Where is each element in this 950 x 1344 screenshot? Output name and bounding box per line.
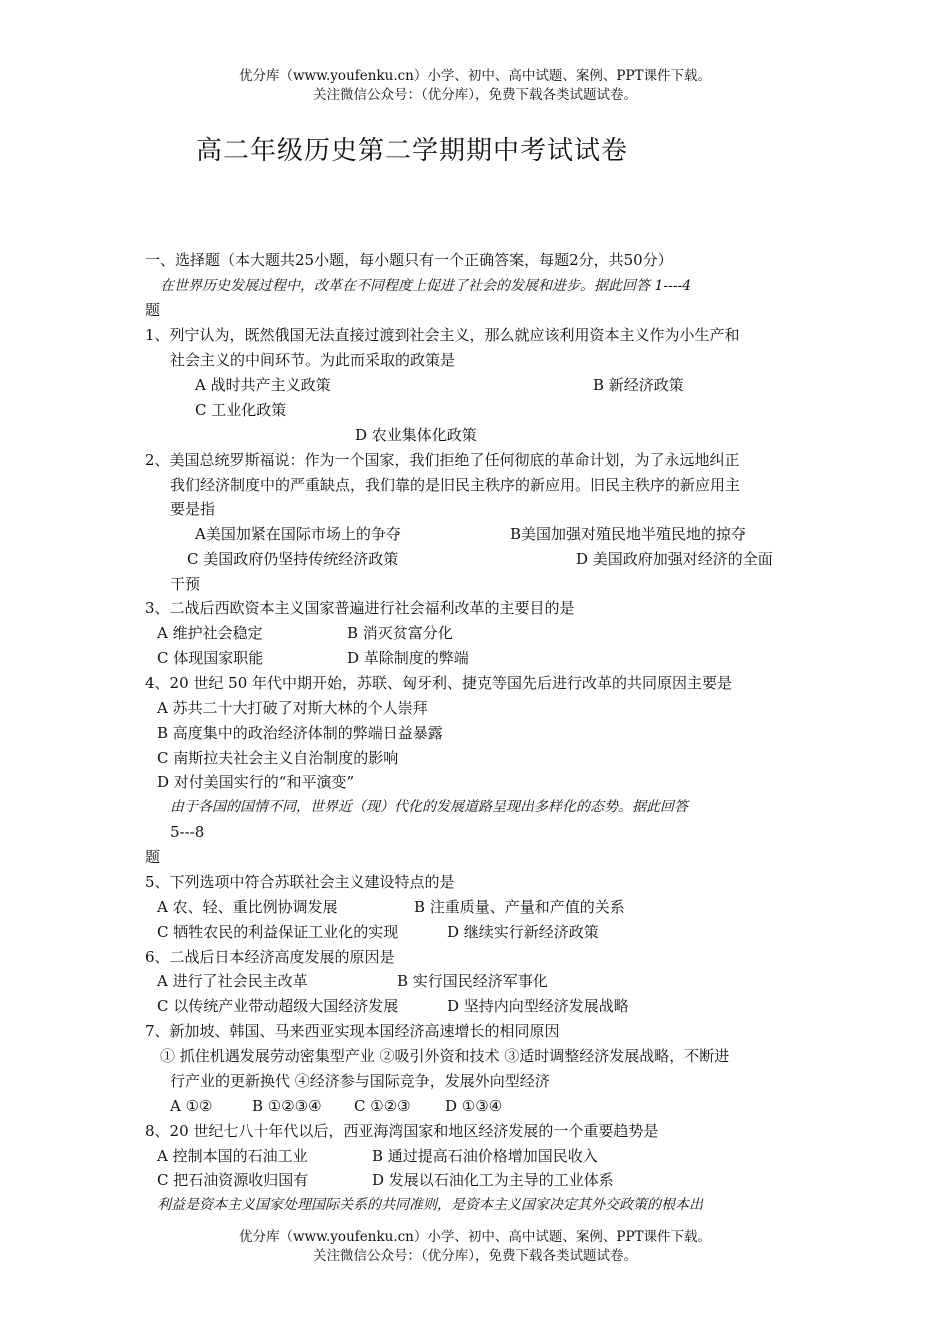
- q5-stem: 5、下列选项中符合苏联社会主义建设特点的是: [145, 873, 455, 891]
- q2-option-a: A美国加紧在国际市场上的争夺: [195, 525, 401, 543]
- q6-option-b: B 实行国民经济军事化: [397, 972, 548, 990]
- q6-option-d: D 坚持内向型经济发展战略: [447, 997, 629, 1015]
- q6-stem: 6、二战后日本经济高度发展的原因是: [145, 948, 395, 966]
- q1-stem-line-2: 社会主义的中间环节。为此而采取的政策是: [170, 351, 456, 369]
- q7-option-d: D ①③④: [445, 1097, 503, 1115]
- q2-stem-line-2: 我们经济制度中的严重缺点，我们靠的是旧民主秩序的新应用。旧民主秩序的新应用主: [170, 476, 741, 494]
- header-line-1: 优分库（www.youfenku.cn）小学、初中、高中试题、案例、PPT课件下载。: [238, 68, 712, 84]
- q2-option-d-cont: 干预: [170, 575, 201, 593]
- q1-option-d: D 农业集体化政策: [355, 426, 477, 444]
- q1-stem-line-1: 1、列宁认为，既然俄国无法直接过渡到社会主义，那么就应该利用资本主义作为小生产和: [145, 326, 740, 344]
- intro-1-line-2: 题: [145, 301, 161, 319]
- q8-option-a: A 控制本国的石油工业: [157, 1147, 308, 1165]
- header-line-2: 关注微信公众号：（优分库），免费下载各类试题试卷。: [313, 87, 637, 103]
- q4-option-d: D 对付美国实行的“和平演变”: [157, 773, 355, 791]
- q5-option-c: C 牺牲农民的利益保证工业化的实现: [157, 923, 399, 941]
- q3-stem: 3、二战后西欧资本主义国家普遍进行社会福利改革的主要目的是: [145, 599, 575, 617]
- q4-option-a: A 苏共二十大打破了对斯大林的个人崇拜: [157, 699, 428, 717]
- q2-option-b: B美国加强对殖民地半殖民地的掠夺: [510, 525, 747, 543]
- q7-statements-line-1: ① 抓住机遇发展劳动密集型产业 ②吸引外资和技术 ③适时调整经济发展战略，不断进: [160, 1047, 730, 1065]
- footer-line-2: 关注微信公众号：（优分库），免费下载各类试题试卷。: [313, 1248, 637, 1264]
- q6-option-c: C 以传统产业带动超级大国经济发展: [157, 997, 399, 1015]
- q4-option-b: B 高度集中的政治经济体制的弊端日益暴露: [157, 724, 443, 742]
- q3-option-d: D 革除制度的弊端: [347, 649, 469, 667]
- q4-stem: 4、20 世纪 50 年代中期开始，苏联、匈牙利、捷克等国先后进行改革的共同原因主要是: [145, 674, 733, 692]
- q1-option-c: C 工业化政策: [195, 401, 287, 419]
- q7-stem: 7、新加坡、韩国、马来西亚实现本国经济高速增长的相同原因: [145, 1022, 560, 1040]
- q8-option-d: D 发展以石油化工为主导的工业体系: [372, 1171, 614, 1189]
- q2-stem-line-3: 要是指: [170, 500, 216, 518]
- q6-option-a: A 进行了社会民主改革: [157, 972, 308, 990]
- q3-option-a: A 维护社会稳定: [157, 624, 263, 642]
- q3-option-b: B 消灭贫富分化: [347, 624, 453, 642]
- q5-option-a: A 农、轻、重比例协调发展: [157, 898, 338, 916]
- q8-stem: 8、20 世纪七八十年代以后，西亚海湾国家和地区经济发展的一个重要趋势是: [145, 1122, 659, 1140]
- intro-3-line-1: 利益是资本主义国家处理国际关系的共同准则，是资本主义国家决定其外交政策的根本出: [157, 1197, 703, 1213]
- q8-option-b: B 通过提高石油价格增加国民收入: [372, 1147, 598, 1165]
- q1-option-b: B 新经济政策: [593, 376, 684, 394]
- q5-option-b: B 注重质量、产量和产值的关系: [414, 898, 625, 916]
- intro-2-line-2: 5---8: [170, 823, 205, 841]
- q1-option-a: A 战时共产主义政策: [195, 376, 331, 394]
- q7-option-a: A ①②: [170, 1097, 213, 1115]
- q7-option-b: B ①②③④: [252, 1097, 322, 1115]
- page-title: 高二年级历史第二学期期中考试试卷: [196, 136, 629, 166]
- q3-option-c: C 体现国家职能: [157, 649, 264, 667]
- q2-stem-line-1: 2、美国总统罗斯福说：作为一个国家，我们拒绝了任何彻底的革命计划，为了永远地纠正: [145, 451, 740, 469]
- q7-option-c: C ①②③: [354, 1097, 411, 1115]
- q5-option-d: D 继续实行新经济政策: [447, 923, 599, 941]
- intro-2-line-1: 由于各国的国情不同，世界近（现）代化的发展道路呈现出多样化的态势。据此回答: [170, 799, 688, 815]
- intro-1-line-1: 在世界历史发展过程中，改革在不同程度上促进了社会的发展和进步。据此回答 1----4: [160, 278, 692, 294]
- q7-statements-line-2: 行产业的更新换代 ④经济参与国际竞争，发展外向型经济: [170, 1072, 550, 1090]
- q2-option-d: D 美国政府加强对经济的全面: [576, 550, 773, 568]
- q8-option-c: C 把石油资源收归国有: [157, 1171, 309, 1189]
- intro-2-line-3: 题: [145, 848, 161, 866]
- section-heading: 一、选择题（本大题共25小题，每小题只有一个正确答案，每题2分，共50分）: [145, 251, 673, 269]
- q2-option-c: C 美国政府仍坚持传统经济政策: [187, 550, 399, 568]
- q4-option-c: C 南斯拉夫社会主义自治制度的影响: [157, 749, 399, 767]
- footer-line-1: 优分库（www.youfenku.cn）小学、初中、高中试题、案例、PPT课件下载。: [238, 1229, 712, 1245]
